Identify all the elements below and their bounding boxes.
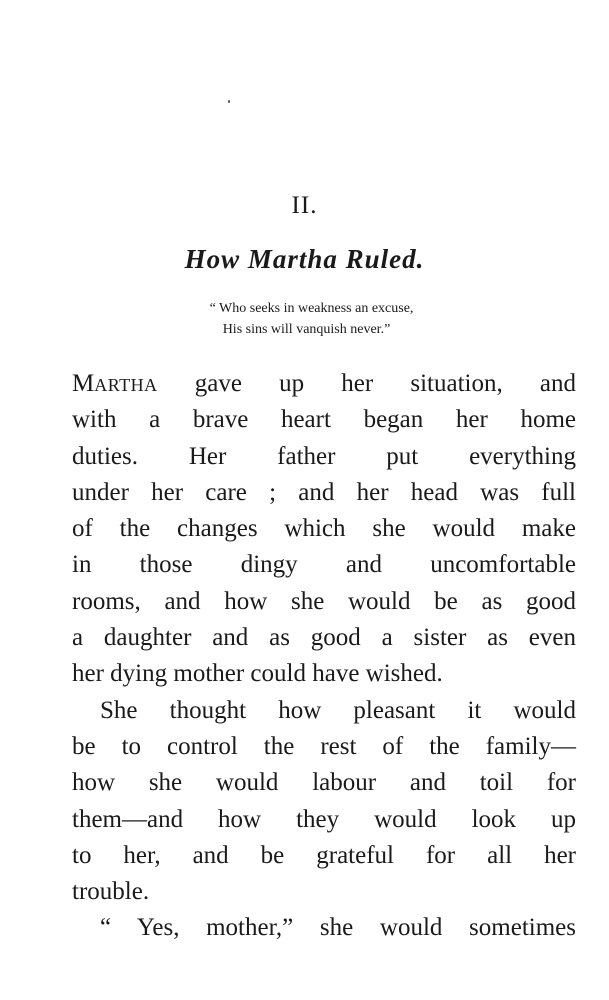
text-line: “ Yes, mother,” she would sometimes: [100, 914, 576, 942]
body-text: [72, 366, 576, 947]
text-line: duties. Her father put everything: [72, 442, 576, 470]
text-line: in those dingy and uncomfortable: [72, 551, 576, 579]
text-line: under her care ; and her head was full: [72, 478, 576, 506]
small-caps-word: ARTHA: [94, 375, 158, 395]
chapter-number: II.: [291, 192, 318, 219]
epigraph-line: His sins will vanquish never.”: [222, 322, 391, 337]
text-line: them—and how they would look up: [72, 805, 576, 833]
text-line: trouble.: [72, 878, 150, 906]
text-line: She thought how pleasant it would: [100, 696, 576, 724]
text-line: how she would labour and toil for: [72, 769, 576, 797]
page-speck: [228, 100, 230, 103]
text-line-content: gave up her situation, and: [157, 370, 576, 397]
chapter-title: How Martha Ruled.: [184, 244, 425, 274]
drop-initial: M: [72, 370, 95, 397]
text-line: [72, 366, 576, 402]
text-line: be to control the rest of the family—: [72, 732, 576, 760]
text-line: her dying mother could have wished.: [72, 660, 443, 688]
epigraph-line: “ Who seeks in weakness an excuse,: [209, 301, 414, 316]
text-line: of the changes which she would make: [72, 515, 576, 543]
text-line: rooms, and how she would be as good: [72, 587, 576, 615]
epigraph: [0, 298, 609, 340]
text-line: with a brave heart began her home: [72, 406, 576, 434]
text-line: to her, and be grateful for all her: [72, 841, 576, 869]
text-line: a daughter and as good a sister as even: [72, 624, 576, 652]
